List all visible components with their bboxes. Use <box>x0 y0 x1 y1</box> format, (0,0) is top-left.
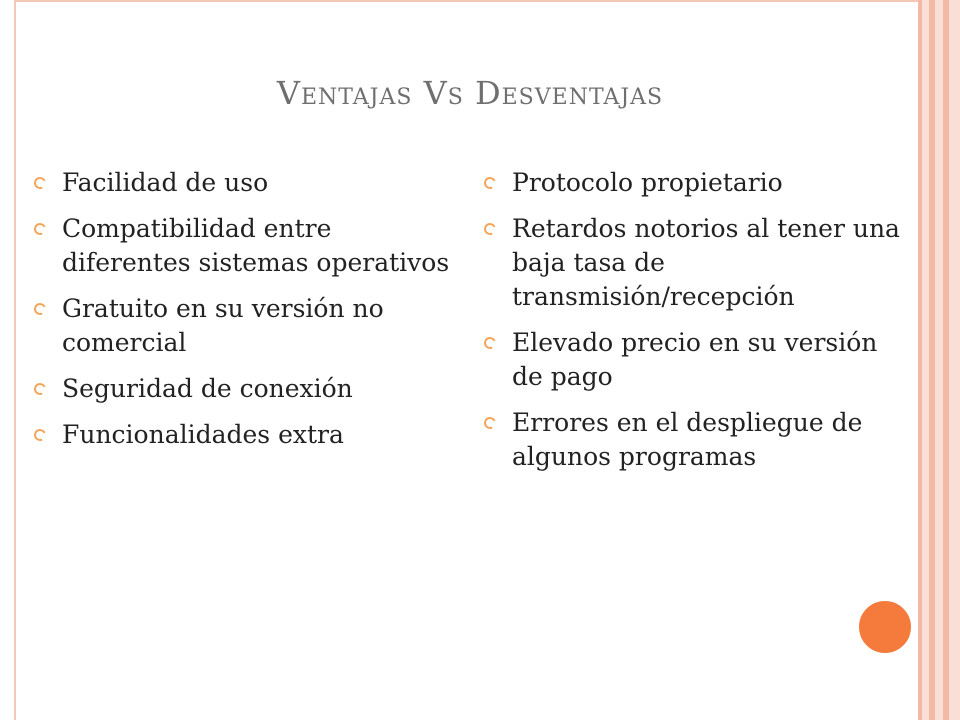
slide-frame-top <box>14 0 920 2</box>
list-item-text: Compatibilidad entre diferentes sistemas operativos <box>62 214 450 277</box>
list-item-text: Facilidad de uso <box>62 168 269 197</box>
bullet-icon <box>482 175 497 190</box>
desventajas-list <box>484 166 914 486</box>
decorative-circle <box>856 598 914 656</box>
list-item <box>34 166 454 200</box>
list-item-text: Gratuito en su versión no comercial <box>62 294 384 357</box>
list-item <box>484 212 914 314</box>
bullet-icon <box>32 427 47 442</box>
list-item <box>484 166 914 200</box>
list-item <box>34 212 454 280</box>
bullet-icon <box>482 335 497 350</box>
stripe <box>949 0 960 720</box>
list-item-text: Seguridad de conexión <box>62 374 353 403</box>
slide-title: Ventajas Vs Desventajas <box>276 74 664 112</box>
list-item <box>484 406 914 474</box>
list-item <box>34 372 454 406</box>
bullet-icon <box>32 381 47 396</box>
list-item <box>484 326 914 394</box>
list-item <box>34 292 454 360</box>
list-item-text: Elevado precio en su versión de pago <box>512 328 878 391</box>
list-item-text: Retardos notorios al tener una baja tasa de transmisión/recepción <box>512 214 900 311</box>
list-item-text: Protocolo propietario <box>512 168 783 197</box>
bullet-icon <box>32 301 47 316</box>
list-item <box>34 418 454 452</box>
bullet-icon <box>482 221 497 236</box>
list-item-text: Errores en el despliegue de algunos programas <box>512 408 863 471</box>
list-item-text: Funcionalidades extra <box>62 420 344 449</box>
bullet-icon <box>482 415 497 430</box>
bullet-icon <box>32 175 47 190</box>
ventajas-list <box>34 166 454 464</box>
bullet-icon <box>32 221 47 236</box>
